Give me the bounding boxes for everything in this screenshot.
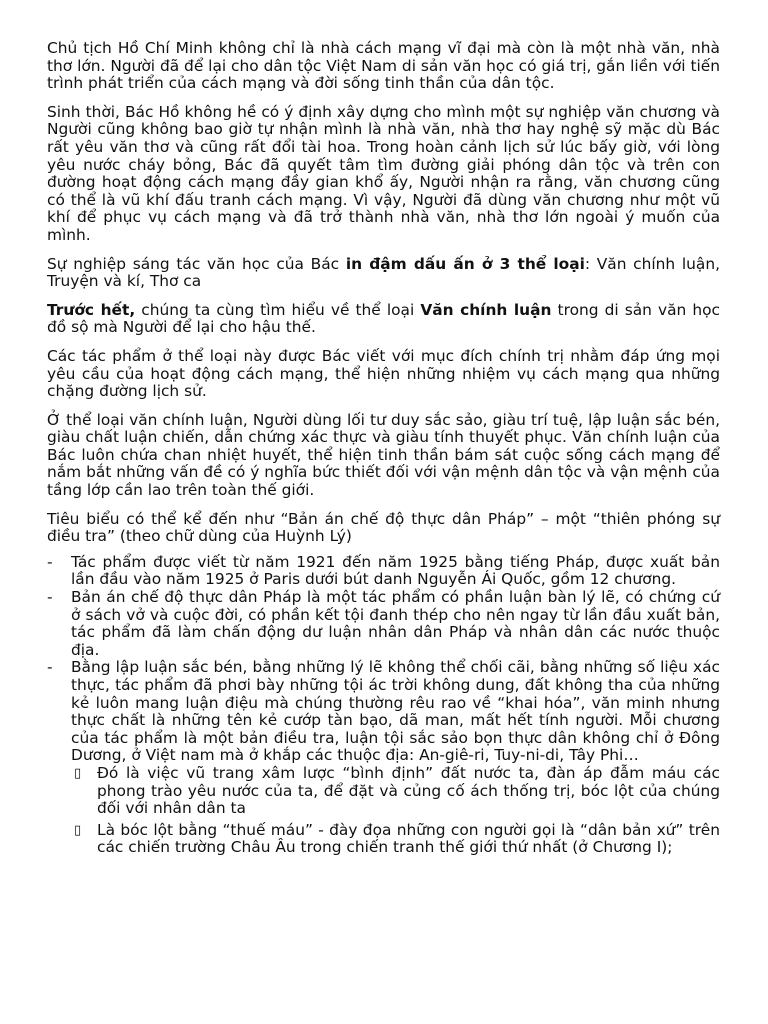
- genre-name-emphasis: Văn chính luận: [420, 300, 552, 319]
- missing-glyph-bullet-icon: ▯: [74, 765, 82, 781]
- style-paragraph: Ở thể loại văn chính luận, Người dùng lối tư duy sắc sảo, giàu trí tuệ, lập luận sắc bén, giàu chất luận chiến, dẫn chứng xác thực và giàu tính thuyết phục. Văn chính luận của Bác luôn chứa chan nhiệt huyết, thể hiện tinh thần bám sát cuộc sống cách mạng để nắm bắt những vấn đề có ý nghĩa bức thiết đối với vận mệnh dân tộc và vận mệnh của tầng lớp cần lao trên toàn thế giới.: [47, 410, 720, 500]
- dash-list-item: [47, 659, 720, 765]
- dash-list: [47, 554, 720, 765]
- dash-marker: -: [47, 658, 53, 677]
- sub-item-text: Là bóc lột bằng “thuế máu” - đày đọa những con người gọi là “dân bản xứ” trên các chiến trường Châu Âu trong chiến tranh thế giới thứ nhất (ở Chương I);: [97, 820, 720, 857]
- dash-item-text: Tác phẩm được viết từ năm 1921 đến năm 1925 bằng tiếng Pháp, được xuất bản lần đầu vào năm 1925 ở Paris dưới bút danh Nguyễn Ái Quốc, gồm 12 chương.: [71, 552, 720, 589]
- first-text-post: trong di sản văn học đồ sộ mà Người để lại cho hậu thế.: [47, 300, 720, 337]
- genres-emphasis: in đậm dấu ấn ở 3 thể loại: [345, 254, 585, 273]
- first-emphasis: Trước hết,: [47, 300, 136, 319]
- missing-glyph-bullet-icon: ▯: [74, 822, 82, 838]
- dash-item-text: Bằng lập luận sắc bén, bằng những lý lẽ không thể chối cãi, bằng những số liệu xác thực, tác phẩm đã phơi bày những tội ác trời không dung, đất không tha của những kẻ luôn mang luận điệu mà chúng thường rêu rao về “khai hóa”, văn minh nhưng thực chất là những tên kẻ cướp tàn bạo, dã man, mất hết tính người. Mỗi chương của tác phẩm là một bản điều tra, luận tội sắc sảo bọn thực dân không chỉ ở Đông Dương, ở Việt nam mà ở khắp các thuộc địa: An-giê-ri, Tuy-ni-di, Tây Phi…: [71, 658, 720, 765]
- sub-list-item: [47, 765, 720, 818]
- dash-marker: -: [47, 552, 53, 571]
- first-text-mid: chúng ta cùng tìm hiểu về thể loại: [135, 300, 421, 319]
- dash-item-text: Bản án chế độ thực dân Pháp là một tác phẩm có phần luận bàn lý lẽ, có chứng cứ ở sách vở và cuộc đời, có phần kết tội đanh thép cho nên ngay từ lần đầu xuất bản, tác phẩm đã làm chấn động dư luận nhân dân Pháp và nhân dân các nước thuộc địa.: [71, 588, 720, 659]
- dash-marker: -: [47, 588, 53, 607]
- sub-list-item: [47, 822, 720, 857]
- sub-list: [47, 765, 720, 857]
- genres-paragraph: [47, 256, 720, 291]
- sub-item-text: Đó là việc vũ trang xâm lược “bình định” đất nước ta, đàn áp đẫm máu các phong trào yêu nước của ta, để đặt và củng cố ách thống trị, bóc lột của chúng đối với nhân dân ta: [97, 763, 720, 818]
- purpose-paragraph: Các tác phẩm ở thể loại này được Bác viết với mục đích chính trị nhằm đáp ứng mọi yêu cầu của hoạt động cách mạng, thể hiện những nhiệm vụ cách mạng qua những chặng đường lịch sử.: [47, 346, 720, 401]
- genres-text-post: : Văn chính luận, Truyện và kí, Thơ ca: [47, 254, 720, 291]
- career-paragraph: Sinh thời, Bác Hồ không hề có ý định xây dựng cho mình một sự nghiệp văn chương và Người cũng không bao giờ tự nhận mình là nhà văn, nhà thơ hay nghệ sỹ mặc dù Bác rất yêu văn thơ và cũng rất đổi tài hoa. Trong hoàn cảnh lịch sử lúc bấy giờ, với lòng yêu nước cháy bỏng, Bác đã quyết tâm tìm đường giải phóng dân tộc và trên con đường hoạt động cách mạng đầy gian khổ ấy, Người nhận ra rằng, văn chương cũng có thể là vũ khí đấu tranh cách mạng. Vì vậy, Người đã dùng văn chương như một vũ khí để phục vụ cách mạng và đã trở thành nhà văn, nhà thơ lớn ngoài ý muốn của mình.: [47, 102, 720, 244]
- first-genre-paragraph: [47, 302, 720, 337]
- genres-text-pre: Sự nghiệp sáng tác văn học của Bác: [47, 254, 346, 273]
- dash-list-item: [47, 554, 720, 589]
- intro-paragraph: Chủ tịch Hồ Chí Minh không chỉ là nhà cách mạng vĩ đại mà còn là một nhà văn, nhà thơ lớn. Người đã để lại cho dân tộc Việt Nam di sản văn học có giá trị, gắn liền với tiến trình phát triển của cách mạng và đời sống tinh thần của dân tộc.: [47, 39, 720, 93]
- example-paragraph: Tiêu biểu có thể kể đến như “Bản án chế độ thực dân Pháp” – một “thiên phóng sự điều tra” (theo chữ dùng của Huỳnh Lý): [47, 509, 720, 546]
- dash-list-item: [47, 589, 720, 659]
